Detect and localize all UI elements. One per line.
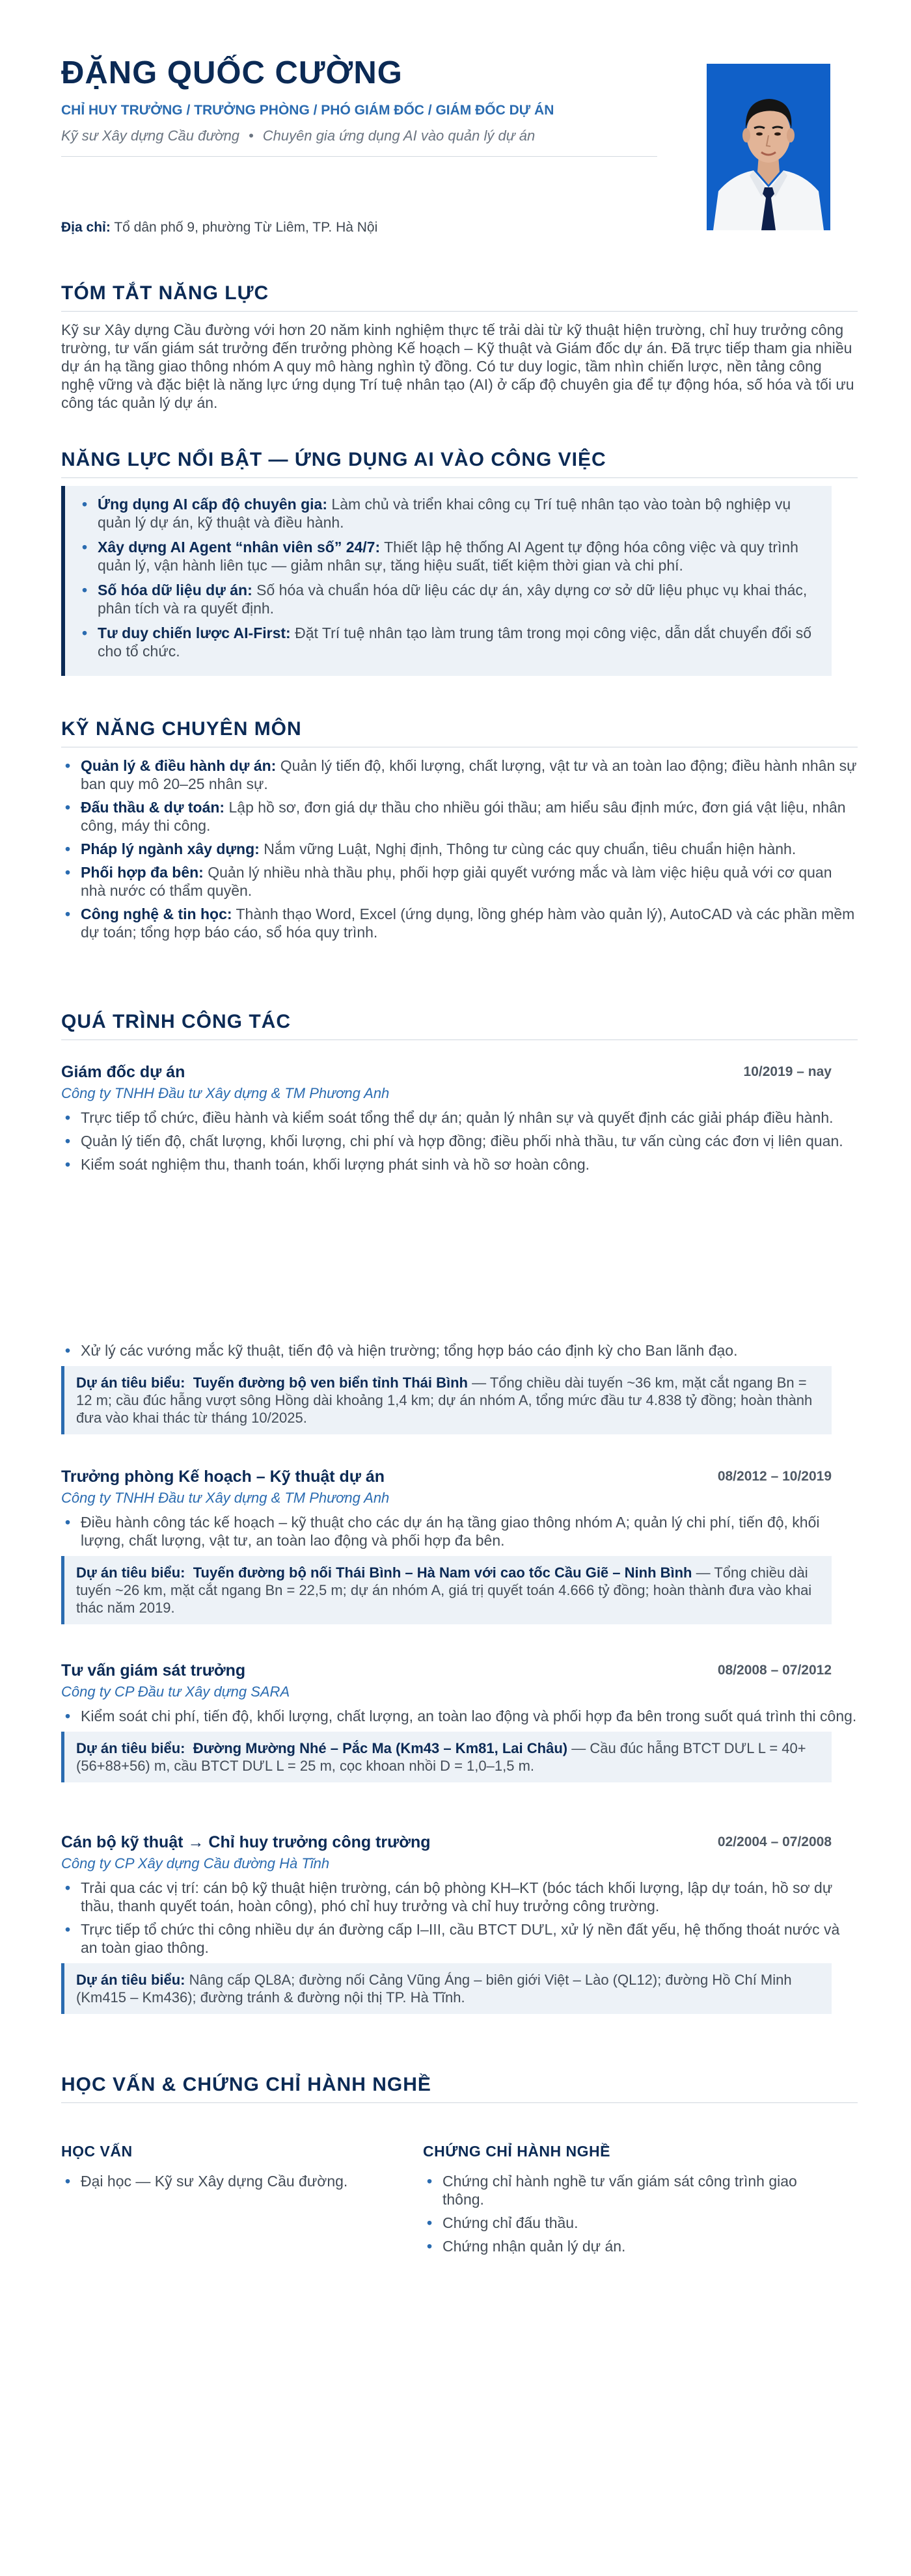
address-value: Tổ dân phố 9, phường Từ Liêm, TP. Hà Nội — [114, 220, 378, 235]
education-section — [61, 2074, 858, 2103]
job-date: 08/2008 – 07/2012 — [717, 1663, 832, 1678]
ai-list — [78, 495, 819, 660]
list-item — [61, 840, 858, 858]
education-subheading: HỌC VẤN — [61, 2143, 133, 2160]
profession-line — [61, 127, 535, 144]
ai-heading: NĂNG LỰC NỔI BẬT — ỨNG DỤNG AI VÀO CÔNG VIỆC — [61, 449, 858, 478]
ai-section — [61, 449, 858, 676]
project-label: Dự án tiêu biểu: — [76, 1375, 185, 1391]
featured-project — [61, 1556, 832, 1624]
job-bullets — [61, 1108, 858, 1174]
ai-callout — [61, 486, 832, 676]
job-header — [61, 1833, 858, 1854]
item-label: Quản lý & điều hành dự án: — [81, 757, 277, 774]
list-item: • Trực tiếp tổ chức thi công nhiều dự án đường cấp I–III, cầu BTCT DƯL, xử lý nền đất yếu, hệ thống thoát nước và an toàn giao thông. — [61, 1920, 858, 1957]
item-text: Làm chủ và triển khai công cụ Trí tuệ nhân tạo vào toàn bộ nghiệp vụ quản lý dự án, kỹ thuật và điều hành. — [98, 496, 791, 531]
job-chief-supervisor — [61, 1661, 858, 1782]
project-details: — Tổng chiều dài tuyến ~26 km, mặt cắt ngang Bn = 22,5 m; dự án nhóm A, giá trị quyết toán 4.666 tỷ đồng; hoàn thành đưa vào khai thác năm 2019. — [76, 1564, 812, 1616]
list-item: • Chứng nhận quản lý dự án. — [423, 2237, 839, 2255]
job-header — [61, 1063, 858, 1084]
job-company: Công ty TNHH Đầu tư Xây dựng & TM Phương Anh — [61, 1490, 390, 1506]
project-label: Dự án tiêu biểu: — [76, 1564, 185, 1581]
job-company: Công ty TNHH Đầu tư Xây dựng & TM Phương Anh — [61, 1085, 390, 1101]
list-item: • Chứng chỉ hành nghề tư vấn giám sát công trình giao thông. — [423, 2172, 839, 2208]
project-details: — Cầu đúc hẫng BTCT DƯL L = 40+(56+88+56) m, cầu BTCT DƯL L = 25 m, cọc khoan nhồi D = 1,0–1,5 m. — [76, 1740, 806, 1774]
skills-heading: KỸ NĂNG CHUYÊN MÔN — [61, 718, 858, 747]
job-bullets — [61, 1341, 858, 1360]
list-item — [78, 624, 819, 660]
job-project-director — [61, 1063, 858, 1179]
job-title: Cán bộ kỹ thuật → Chỉ huy trưởng công trường — [61, 1833, 431, 1851]
job-date: 10/2019 – nay — [743, 1064, 832, 1079]
item-label: Pháp lý ngành xây dựng: — [81, 840, 260, 857]
featured-project — [61, 1732, 832, 1782]
job-bullets — [61, 1513, 858, 1550]
list-item: • Kiểm soát nghiệm thu, thanh toán, khối lượng phát sinh và hồ sơ hoàn công. — [61, 1155, 858, 1174]
job-title: Giám đốc dự án — [61, 1063, 185, 1081]
project-name: Tuyến đường bộ ven biển tỉnh Thái Bình — [193, 1375, 468, 1391]
item-label: Phối hợp đa bên: — [81, 864, 204, 881]
list-item: • Kiểm soát chi phí, tiến độ, khối lượng, chất lượng, an toàn lao động và phối hợp đa bên trong suốt quá trình thi công. — [61, 1707, 858, 1725]
address-label: Địa chỉ: — [61, 220, 111, 235]
skills-list — [61, 757, 858, 941]
job-project-director-continued — [61, 1341, 858, 1434]
certificates-subheading: CHỨNG CHỈ HÀNH NGHỀ — [423, 2143, 610, 2160]
job-bullets — [61, 1879, 858, 1957]
summary-section — [61, 282, 858, 412]
item-label: Xây dựng AI Agent “nhân viên số” 24/7: — [98, 539, 381, 556]
header-divider — [61, 156, 657, 157]
item-label: Số hóa dữ liệu dự án: — [98, 582, 252, 598]
job-company: Công ty CP Đầu tư Xây dựng SARA — [61, 1684, 290, 1700]
featured-project — [61, 1963, 832, 2014]
list-item: • Đại học — Kỹ sư Xây dựng Cầu đường. — [61, 2172, 400, 2190]
item-label: Tư duy chiến lược AI-First: — [98, 624, 291, 641]
item-text: Thiết lập hệ thống AI Agent tự động hóa công việc và quy trình quản lý, vận hành liên tục — giảm nhân sự, tăng hiệu suất, tiết kiệm thời gian và chi phí. — [98, 539, 798, 574]
item-text: Thành thạo Word, Excel (ứng dụng, lồng ghép hàm vào quản lý), AutoCAD và các phần mềm dự toán; tổng hợp báo cáo, sổ hóa quy trình. — [81, 906, 855, 941]
project-label: Dự án tiêu biểu: — [76, 1972, 185, 1988]
item-text: Nắm vững Luật, Nghị định, Thông tư cùng các quy chuẩn, tiêu chuẩn hiện hành. — [259, 840, 796, 857]
job-planning-head — [61, 1468, 858, 1624]
candidate-name: ĐẶNG QUỐC CƯỜNG — [61, 55, 403, 90]
item-label: Đấu thầu & dự toán: — [81, 799, 225, 816]
project-label: Dự án tiêu biểu: — [76, 1740, 185, 1756]
list-item: • Trải qua các vị trí: cán bộ kỹ thuật hiện trường, cán bộ phòng KH–KT (bóc tách khối lượng, lập dự toán, hồ sơ dự thầu, thanh quyết toán, hoàn công), phó chỉ huy trưởng và chỉ huy trưởng công trường. — [61, 1879, 858, 1915]
project-name: Tuyến đường bộ nối Thái Bình – Hà Nam với cao tốc Cầu Giẽ – Ninh Bình — [193, 1564, 692, 1581]
list-item: • Chứng chỉ đấu thầu. — [423, 2214, 839, 2232]
item-text: Số hóa và chuẩn hóa dữ liệu các dự án, xây dựng cơ sở dữ liệu phục vụ khai thác, phân tích và ra quyết định. — [98, 582, 808, 617]
job-bullets — [61, 1707, 858, 1725]
list-item: • Quản lý tiến độ, chất lượng, khối lượng, chi phí và hợp đồng; điều phối nhà thầu, tư vấn cùng các đơn vị liên quan. — [61, 1132, 858, 1150]
portrait-photo — [707, 64, 830, 230]
summary-heading: TÓM TẮT NĂNG LỰC — [61, 282, 858, 312]
list-item — [78, 581, 819, 617]
education-column — [61, 2143, 400, 2195]
item-text: Quản lý tiến độ, khối lượng, chất lượng, vật tư và an toàn lao động; điều hành nhân sự ban quy mô 20–25 nhân sự. — [81, 757, 857, 792]
item-text: Quản lý nhiều nhà thầu phụ, phối hợp giải quyết vướng mắc và làm việc hiệu quả với cơ quan nhà nước có thẩm quyền. — [81, 864, 832, 899]
featured-project — [61, 1366, 832, 1434]
item-text: Đặt Trí tuệ nhân tạo làm trung tâm trong mọi công việc, dẫn dắt chuyển đổi số cho tổ chức. — [98, 624, 812, 660]
project-details: — Tổng chiều dài tuyến ~36 km, mặt cắt ngang Bn = 12 m; cầu đúc hẫng vượt sông Hồng dài khoảng 1,4 km; dự án nhóm A, tổng mức đầu tư 4.838 tỷ đồng; hoàn thành đưa vào khai thác từ tháng 10/2025. — [76, 1375, 813, 1426]
target-positions: CHỈ HUY TRƯỞNG / TRƯỞNG PHÒNG / PHÓ GIÁM ĐỐC / GIÁM ĐỐC DỰ ÁN — [61, 103, 554, 118]
item-label: Ứng dụng AI cấp độ chuyên gia: — [98, 496, 328, 513]
portrait-illustration — [707, 64, 830, 230]
summary-text: Kỹ sư Xây dựng Cầu đường với hơn 20 năm kinh nghiệm thực tế trải dài từ kỹ thuật hiện trường, chỉ huy trưởng công trường, tư vấn giám sát trưởng đến trưởng phòng Kế hoạch – Kỹ thuật và Giám đốc dự án. Đã trực tiếp tham gia nhiều dự án hạ tầng giao thông nhóm A quy mô hàng nghìn tỷ đồng. Có tư duy logic, tầm nhìn chiến lược, nền tảng công nghệ vững và đặc biệt là năng lực ứng dụng Trí tuệ nhân tạo (AI) ở cấp độ chuyên gia để tự động hóa, số hóa và tối ưu công tác quản lý dự án. — [61, 321, 854, 411]
job-site-commander — [61, 1833, 858, 2014]
job-company: Công ty CP Xây dựng Cầu đường Hà Tĩnh — [61, 1855, 330, 1872]
job-date: 08/2012 – 10/2019 — [717, 1469, 832, 1484]
job-title: Tư vấn giám sát trưởng — [61, 1661, 246, 1680]
job-title: Trưởng phòng Kế hoạch – Kỹ thuật dự án — [61, 1468, 385, 1486]
certificates-list — [423, 2172, 839, 2255]
work-heading: QUÁ TRÌNH CÔNG TÁC — [61, 1011, 858, 1040]
list-item: • Xử lý các vướng mắc kỹ thuật, tiến độ và hiện trường; tổng hợp báo cáo định kỳ cho Ban lãnh đạo. — [61, 1341, 858, 1360]
job-header — [61, 1468, 858, 1488]
item-text: Lập hồ sơ, đơn giá dự thầu cho nhiều gói thầu; am hiểu sâu định mức, đơn giá vật liệu, nhân công, máy thi công. — [81, 799, 846, 834]
list-item — [61, 757, 858, 793]
separator-dot: • — [249, 127, 254, 144]
profession: Kỹ sư Xây dựng Cầu đường — [61, 127, 240, 144]
education-list — [61, 2172, 400, 2190]
address-line — [61, 220, 377, 235]
item-label: Công nghệ & tin học: — [81, 906, 232, 922]
certificates-column — [423, 2143, 839, 2261]
work-section — [61, 1011, 858, 1040]
project-name: Đường Mường Nhé – Pắc Ma (Km43 – Km81, Lai Châu) — [193, 1740, 568, 1756]
list-item — [78, 538, 819, 574]
job-date: 02/2004 – 07/2008 — [717, 1834, 832, 1849]
specialty: Chuyên gia ứng dụng AI vào quản lý dự án — [262, 127, 536, 144]
job-header — [61, 1661, 858, 1682]
list-item — [61, 905, 858, 941]
education-heading: HỌC VẤN & CHỨNG CHỈ HÀNH NGHỀ — [61, 2074, 858, 2103]
skills-section — [61, 718, 858, 946]
list-item: • Điều hành công tác kế hoạch – kỹ thuật cho các dự án hạ tầng giao thông nhóm A; quản lý chi phí, tiến độ, khối lượng, chất lượng, vật tư, an toàn lao động và phối hợp đa bên. — [61, 1513, 858, 1550]
list-item: • Trực tiếp tổ chức, điều hành và kiểm soát tổng thể dự án; quản lý nhân sự và quyết định các giải pháp điều hành. — [61, 1108, 858, 1127]
project-details: Nâng cấp QL8A; đường nối Cảng Vũng Áng – biên giới Việt – Lào (QL12); đường Hồ Chí Minh (Km415 – Km436); đường tránh & đường nội thị TP. Hà Tĩnh. — [76, 1972, 792, 2006]
list-item — [61, 798, 858, 835]
list-item — [61, 863, 858, 900]
list-item — [78, 495, 819, 531]
